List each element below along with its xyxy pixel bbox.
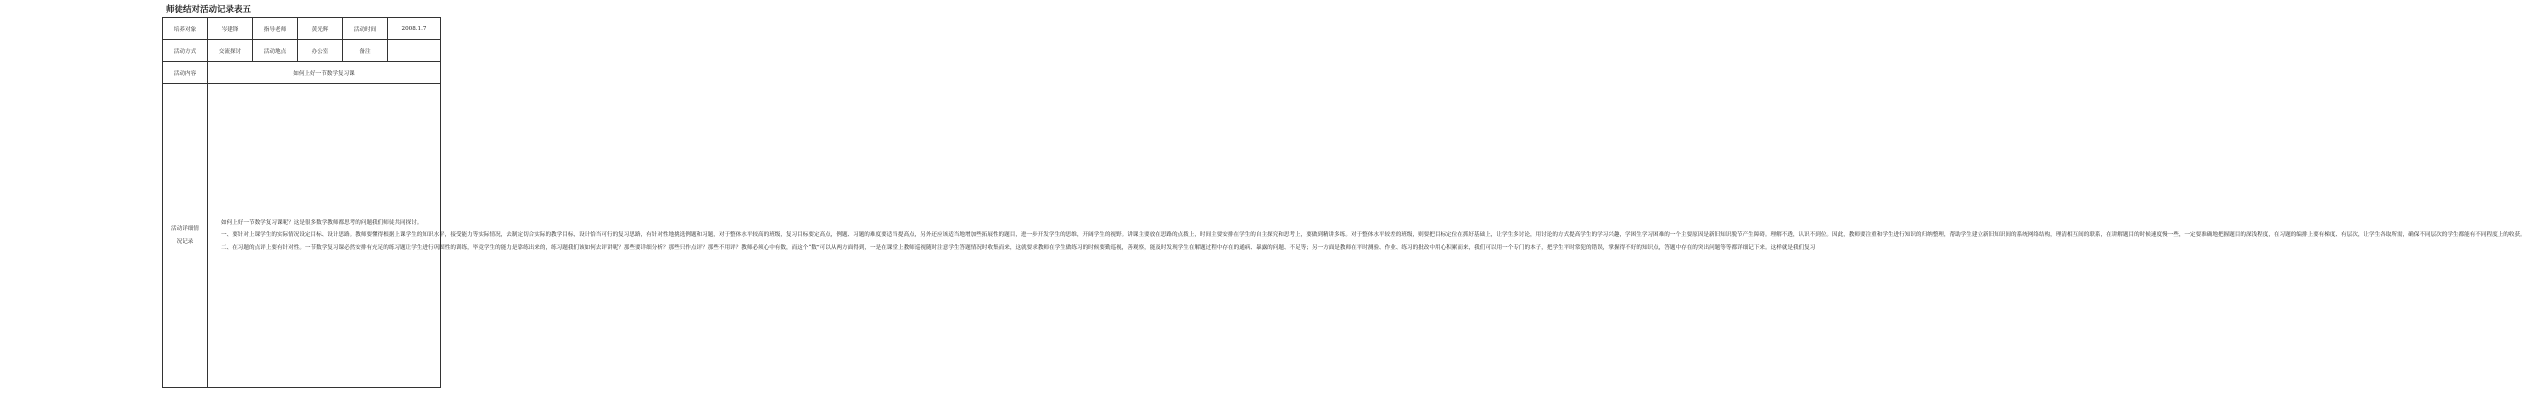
remarks-label: 备注	[343, 40, 388, 62]
details-paragraph-2: 一、要针对上课学生的实际情况设定目标、设计思路。教师要懂得根据上课学生的知识水平，接受能力等实际情况，去制定切合实际的教学目标，设计恰当可行的复习思路，有针对性地挑选例题和习题，对于整体水平较高的班级，复习目标要定高点，例题、习题的难度要适当提高点，另外还应该适当地增加些拓展性的题目，进一步开发学生的思维，开阔学生的视野。讲课主要放在思路的点拨上，时间主要安排在学生的自主探究和思考上，要做到精讲多练。对于整体水平较差的班级，则要把目标定位在抓好基础上，让学生多讨论，用讨论的方式提高学生的学习兴趣，学困生学习困难的一个主要原因是新旧知识脱节产生障碍。理解不透，认识不到位。因此，教师要注重和学生进行知识的归纳整理，帮助学生建立新旧知识间的系统网络结构，理清相互间的联系，在讲解题目的时候速度慢一些，一定要准确地把握题目的深浅程度，在习题的编排上要有梯度、有层次，让学生各取所需，确保不同层次的学生都能有不同程度上的收获。	[221, 232, 2526, 239]
activity-time-label: 活动时间	[343, 18, 388, 40]
activity-method-value: 交流探讨	[208, 40, 253, 62]
trainee-label: 培养对象	[163, 18, 208, 40]
details-label-line2: 况记录	[176, 238, 194, 245]
details-paragraph-3: 二、在习题的点评上要有针对性。一节数学复习课必然安排有充足的练习题让学生进行巩固性的训练，毕竟学生的能力是靠练出来的，练习题我们该如何去评讲呢？那些要详细分析？那些只作点评？那些不用评？教师必须心中有数，而这个“数”可以从两方面得到，一是在课堂上教师巡视随时注意学生答题情况时收集而来，这就要求教师在学生做练习的时候要勤巡视，善观察，能及时发现学生在解题过程中存在的通病、暴露的问题、不足等；另一方面是教师在平时测验、作业、练习的批改中用心积累而来，我们可以用一个专门的本子，把学生平时常犯的错误，掌握得不好的知识点，答题中存在的突出问题等等都详细记下来。这样就是我们复习	[221, 244, 1816, 251]
activity-location-label: 活动地点	[253, 40, 298, 62]
activity-method-label: 活动方式	[163, 40, 208, 62]
details-content	[208, 84, 2526, 388]
activity-record-form	[162, 17, 2526, 388]
form-row-trainee	[163, 18, 441, 40]
details-label	[163, 84, 208, 388]
document-title: 师徒结对活动记录表五	[166, 5, 252, 15]
activity-location-value: 办公室	[298, 40, 343, 62]
mentor-value: 黄光辉	[298, 18, 343, 40]
details-paragraph-1: 如何上好一节数学复习课呢？这是很多数学教师都思考的问题我们师徒共同探讨。	[221, 220, 423, 227]
form-row-content	[163, 62, 441, 84]
form-row-method	[163, 40, 441, 62]
form-row-details	[163, 84, 441, 388]
mentor-label: 指导老师	[253, 18, 298, 40]
activity-time-value: 2008.1.7	[388, 18, 441, 40]
details-label-line1: 活动详细情	[171, 225, 199, 232]
remarks-value	[388, 40, 441, 62]
trainee-value: 岑建锋	[208, 18, 253, 40]
activity-content-value: 如何上好一节数学复习课	[208, 62, 441, 84]
activity-content-label: 活动内容	[163, 62, 208, 84]
